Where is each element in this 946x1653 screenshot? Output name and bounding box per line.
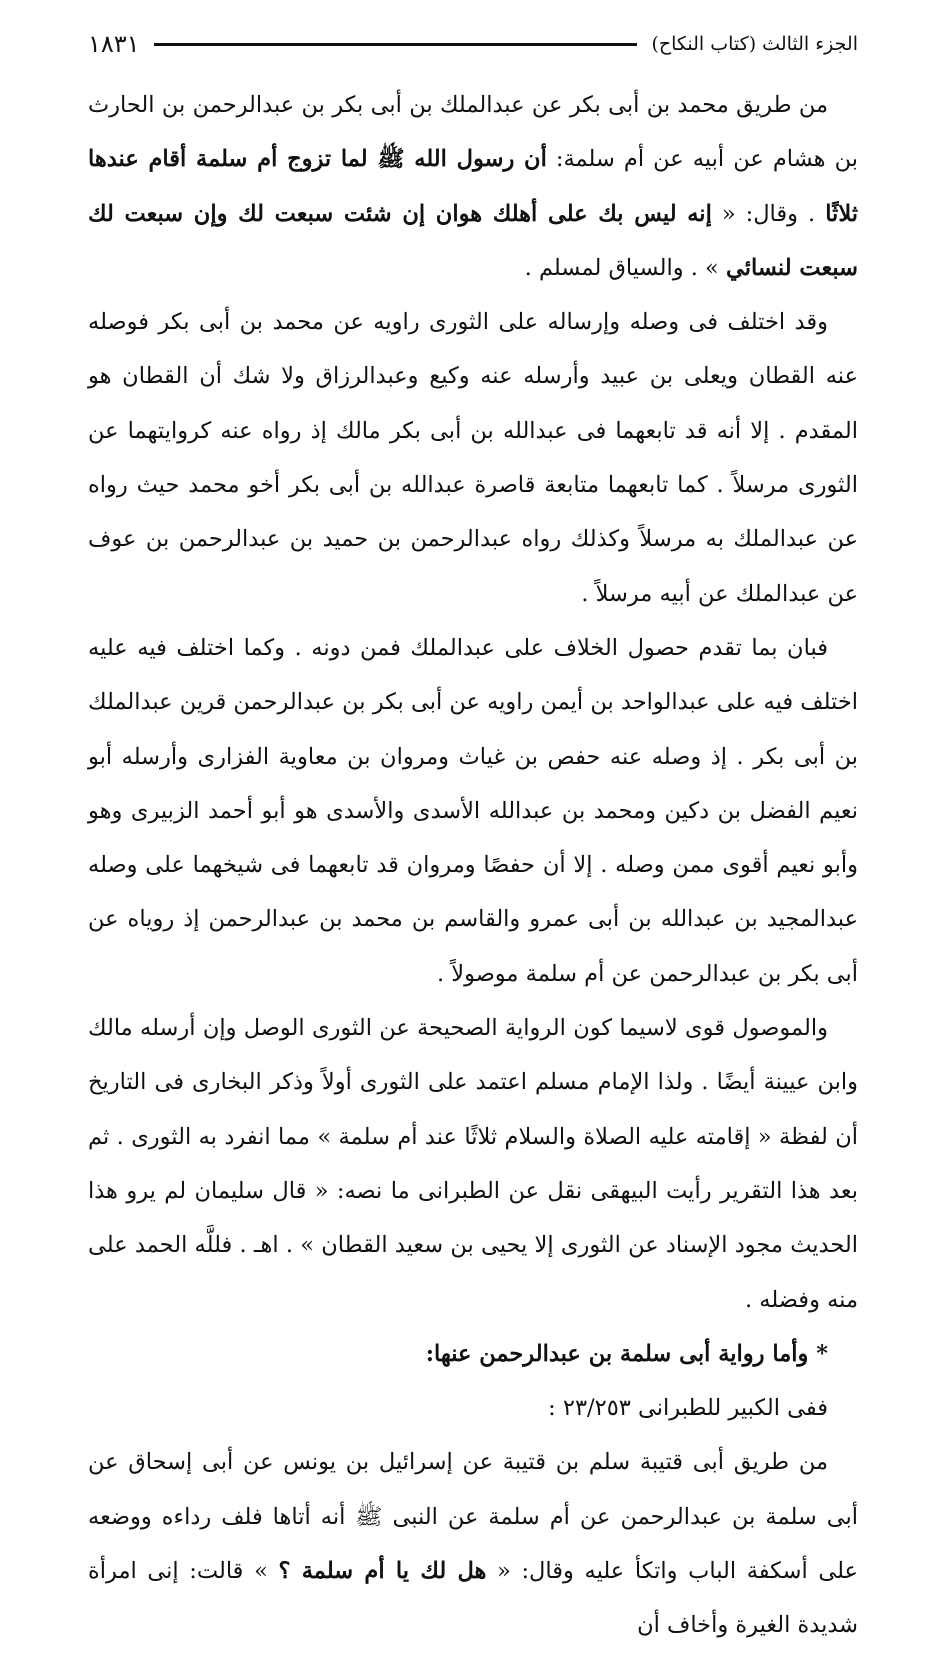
text-segment: فبان بما تقدم حصول الخلاف على عبدالملك فمن دونه . وكما اختلف فيه عليه اختلف فيه على عبدالواحد بن أيمن راويه عن أبى بكر بن عبدالرحمن قرين عبدالملك بن أبى بكر . إذ وصله عنه حفص بن غياث ومروان بن معاوية الفزارى وأرسله أبو نعيم الفضل بن دكين ومحمد بن عبدالله الأسدى والأسدى هو أبو أحمد الزبيرى وهو وأبو نعيم أقوى ممن وصله . إلا أن حفصًا ومروان قد تابعهما فى شيخهما على وصله عبدالمجيد بن عبدالله بن أبى عمرو والقاسم بن محمد بن عبدالرحمن إذ روياه عن أبى بكر بن عبدالرحمن عن أم سلمة موصولاً .	[88, 634, 858, 987]
bold-text-segment: أن رسول الله ﷺ لما تزوج أم سلمة أقام عندها ثلاثًا	[88, 146, 859, 227]
bold-text-segment: هل لك يا أم سلمة ؟	[278, 1558, 487, 1585]
paragraph	[88, 78, 858, 295]
paragraph	[88, 1327, 858, 1381]
text-segment: من طريق أبى قتيبة سلم بن قتيبة عن إسرائيل بن يونس عن أبى إسحاق عن أبى سلمة بن عبدالرحمن عن أم سلمة عن النبى ﷺ أنه أتاها فلف رداءه ووضعه على أسكفة الباب واتكأ عليه وقال: «	[88, 1449, 858, 1585]
text-segment: وقد اختلف فى وصله وإرساله على الثورى راويه عن محمد بن أبى بكر فوصله عنه القطان ويعلى بن عبيد وأرسله عنه وكيع وعبدالرزاق ولا شك أن القطان هو المقدم . إلا أنه قد تابعهما فى عبدالله بن أبى بكر مالك إذ رواه عنه كروايتهما عن الثورى مرسلاً . كما تابعهما متابعة قاصرة عبدالله بن أبى بكر أخو محمد حيث رواه عن عبدالملك به مرسلاً وكذلك رواه عبدالرحمن بن حميد بن عبدالرحمن بن عوف عن عبدالملك عن أبيه مرسلاً .	[88, 309, 858, 607]
bold-text-segment: إنه ليس بك على أهلك هوان إن شئت سبعت لك وإن سبعت لك سبعت لنسائي	[88, 200, 858, 281]
page-body	[88, 78, 858, 1653]
paragraph	[88, 295, 858, 621]
running-title: الجزء الثالث (كتاب النكاح)	[651, 33, 858, 55]
header-rule	[154, 43, 638, 46]
paragraph	[88, 621, 858, 1001]
bold-text-segment: * وأما رواية أبى سلمة بن عبدالرحمن عنها:	[425, 1340, 828, 1367]
text-segment: . وقال: «	[711, 200, 826, 227]
page-header	[88, 22, 858, 66]
text-segment: ففى الكبير للطبرانى ٢٣/٢٥٣ :	[548, 1395, 828, 1422]
text-segment: » قالت: إنى امرأة شديدة الغيرة وأخاف أن	[88, 1558, 858, 1639]
text-segment: » . والسياق لمسلم .	[524, 254, 726, 281]
text-segment: والموصول قوى لاسيما كون الرواية الصحيحة عن الثورى الوصل وإن أرسله مالك وابن عيينة أيضًا . ولذا الإمام مسلم اعتمد على الثورى أولاً وذكر البخارى فى التاريخ أن لفظة « إقامته عليه الصلاة والسلام ثلاثًا عند أم سلمة » مما انفرد به الثورى . ثم بعد هذا التقرير رأيت البيهقى نقل عن الطبرانى ما نصه: « قال سليمان لم يرو هذا الحديث مجود الإسناد عن الثورى إلا يحيى بن سعيد القطان » . اهـ . فللَّه الحمد على منه وفضله .	[88, 1015, 858, 1313]
text-segment: من طريق محمد بن أبى بكر عن عبدالملك بن أبى بكر بن عبدالرحمن بن الحارث بن هشام عن أبيه عن أم سلمة:	[88, 92, 858, 173]
paragraph	[88, 1435, 858, 1652]
page-number: ١٨٣١	[88, 30, 140, 58]
paragraph	[88, 1381, 858, 1435]
paragraph	[88, 1001, 858, 1327]
